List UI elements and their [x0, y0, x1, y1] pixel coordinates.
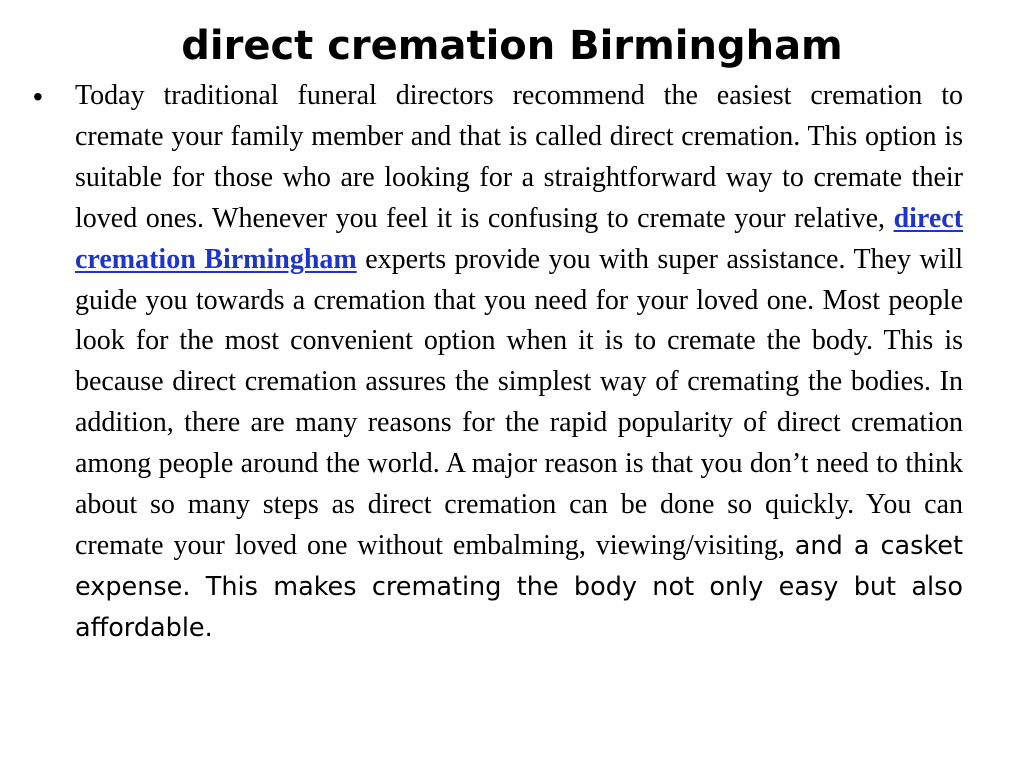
bullet-paragraph [75, 76, 963, 649]
paragraph-text-end: and a casket expense. This makes cremating the body not only easy but also affordable. [75, 530, 963, 643]
paragraph-text-start: Today traditional funeral directors recommend the easiest cremation to cremate your family member and that is called direct cremation. This option is suitable for those who are looking for a straightforward way to cremate their loved ones. Whenever you feel it is confusing to cremate your relative, [75, 80, 963, 234]
direct-cremation-birmingham-link[interactable]: direct cremation Birmingham [75, 202, 964, 275]
slide-title: direct cremation Birmingham [181, 23, 843, 69]
paragraph-text-middle: experts provide you with super assistance. They will guide you towards a cremation that you need for your loved one. Most people look for the most convenient option when it is to cremate the body. This is because direct cremation assures the simplest way of cremating the bodies. In addition, there are many reasons for the rapid popularity of direct cremation among people around the world. A major reason is that you don’t need to think about so many steps as direct cremation can be done so quickly. You can cremate your loved one without embalming, viewing/visiting, [75, 243, 964, 561]
bullet-marker: • [33, 81, 43, 112]
